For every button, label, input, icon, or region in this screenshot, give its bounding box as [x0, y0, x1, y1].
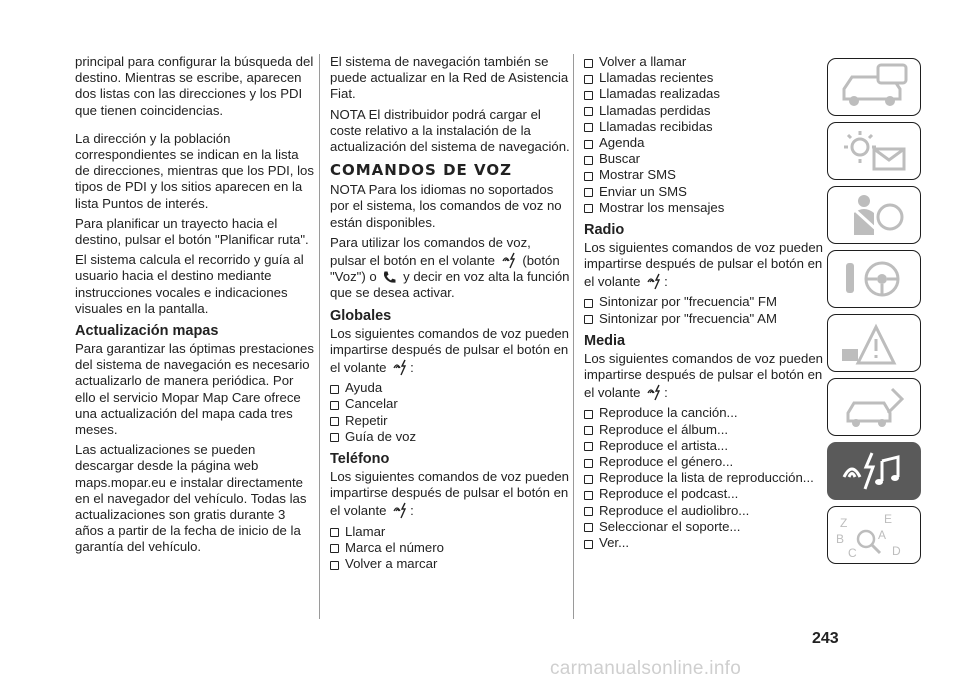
paragraph: Los siguientes comandos de voz pueden impartirse después de pulsar el botón en el volante :: [584, 350, 824, 401]
paragraph: Los siguientes comandos de voz pueden impartirse después de pulsar el botón en el volante :: [584, 239, 824, 290]
heading-map-update: Actualización mapas: [75, 323, 219, 340]
index-letter: C: [848, 546, 857, 559]
paragraph: Los siguientes comandos de voz pueden impartirse después de pulsar el botón en el volante :: [330, 469, 570, 519]
index-letter: D: [892, 544, 901, 558]
paragraph: La dirección y la población correspondientes se indican en la lista de direcciones, mientras que los PDI, los tipos de PDI y los sitios aparecen en la lista Puntos de interés.: [75, 130, 314, 211]
list-item: Volver a marcar: [330, 556, 570, 572]
list-item: Ayuda: [330, 380, 570, 396]
tab-index[interactable]: [827, 506, 921, 564]
heading-radio: Radio: [584, 221, 625, 238]
tab-lights[interactable]: [827, 122, 921, 180]
tab-maintenance[interactable]: [827, 378, 921, 436]
paragraph: Para planificar un trayecto hacia el destino, pulsar el botón "Planificar ruta".: [75, 215, 309, 248]
paragraph: El sistema calcula el recorrido y guía al usuario hacia el destino mediante instrucciones vocales e indicaciones visuales en la pantalla.: [75, 252, 304, 316]
voice-button-icon: [501, 251, 517, 269]
column-divider: [319, 54, 320, 619]
tab-multimedia[interactable]: [827, 442, 921, 500]
list-item: Volver a llamar: [584, 54, 824, 70]
checkbox-icon: [584, 188, 593, 197]
checkbox-icon: [584, 475, 593, 484]
list-item: Seleccionar el soporte...: [584, 519, 824, 535]
paragraph: Las actualizaciones se pueden descargar desde la página web maps.mopar.eu e instalar directamente en el navegador del vehículo. Todas las actualizaciones son gratis durante 3 años a partir de la fecha de inicio de la garantía del vehículo.: [75, 442, 307, 555]
list-item: Ver...: [584, 535, 824, 551]
checkbox-icon: [584, 523, 593, 532]
index-letter: Z: [840, 516, 848, 530]
checkbox-icon: [330, 385, 339, 394]
tab-starting[interactable]: [827, 250, 921, 308]
checkbox-icon: [584, 426, 593, 435]
list-item: Llamadas perdidas: [584, 103, 824, 119]
checkbox-icon: [584, 540, 593, 549]
list-item: Llamar: [330, 524, 570, 540]
paragraph: Para garantizar las óptimas prestaciones del sistema de navegación es necesario actualizarlo de manera periódica. Por ello el servicio Mopar Map Care ofrece una actualización del mapa cada tres meses.: [75, 341, 314, 438]
wrench-car-icon: [834, 383, 914, 431]
checkbox-icon: [584, 59, 593, 68]
list-item: Agenda: [584, 135, 824, 151]
paragraph: NOTA El distribuidor podrá cargar el coste relativo a la instalación de la actualización del sistema de navegación.: [330, 106, 570, 155]
list-item: Llamadas realizadas: [584, 86, 824, 102]
warning-triangle-icon: [834, 319, 914, 367]
checkbox-icon: [584, 299, 593, 308]
list-item: Reproduce el podcast...: [584, 486, 824, 502]
alphabetical-index-icon: [834, 511, 914, 559]
list-item: Sintonizar por "frecuencia" FM: [584, 294, 824, 310]
column-divider: [573, 54, 574, 619]
list-phone: [330, 524, 570, 573]
list-global: [330, 380, 570, 445]
checkbox-icon: [330, 561, 339, 570]
list-item: Reproduce el álbum...: [584, 422, 824, 438]
multimedia-icon: [834, 447, 914, 495]
list-item: Reproduce el género...: [584, 454, 824, 470]
index-letter: A: [878, 528, 887, 542]
checkbox-icon: [584, 140, 593, 149]
checkbox-icon: [584, 507, 593, 516]
index-letter: B: [836, 532, 845, 546]
voice-button-icon: [392, 358, 408, 376]
checkbox-icon: [584, 491, 593, 500]
lights-mail-icon: [834, 127, 914, 175]
paragraph: NOTA Para los idiomas no soportados por el sistema, los comandos de voz no están disponibles.: [330, 182, 562, 230]
list-item: Reproduce la canción...: [584, 405, 824, 421]
watermark: carmanualsonline.info: [550, 658, 742, 679]
list-item: Marca el número: [330, 540, 570, 556]
list-item: Reproduce la lista de reproducción...: [584, 470, 824, 486]
text-column-2: [330, 54, 570, 576]
list-item: Sintonizar por "frecuencia" AM: [584, 311, 824, 327]
checkbox-icon: [330, 417, 339, 426]
text-column-1: [75, 54, 315, 560]
list-item: Repetir: [330, 413, 570, 429]
checkbox-icon: [330, 544, 339, 553]
checkbox-icon: [330, 433, 339, 442]
paragraph: El sistema de navegación también se puede actualizar en la Red de Asistencia Fiat.: [330, 54, 569, 102]
checkbox-icon: [584, 410, 593, 419]
list-radio: [584, 294, 824, 326]
voice-button-icon: [646, 272, 662, 290]
chapter-tabs: [827, 58, 923, 570]
list-item: Reproduce el audiolibro...: [584, 503, 824, 519]
checkbox-icon: [584, 156, 593, 165]
heading-global: Globales: [330, 307, 392, 324]
tab-emergency[interactable]: [827, 314, 921, 372]
checkbox-icon: [330, 401, 339, 410]
seatbelt-airbag-icon: [834, 191, 914, 239]
car-dashboard-icon: [834, 63, 914, 111]
checkbox-icon: [584, 107, 593, 116]
tab-dashboard[interactable]: [827, 58, 921, 116]
list-item: Llamadas recientes: [584, 70, 824, 86]
text-column-3: [584, 54, 824, 555]
index-letter: E: [884, 512, 893, 526]
checkbox-icon: [584, 442, 593, 451]
heading-media: Media: [584, 332, 626, 349]
tab-safety[interactable]: [827, 186, 921, 244]
list-item: Enviar un SMS: [584, 184, 824, 200]
checkbox-icon: [584, 123, 593, 132]
checkbox-icon: [584, 204, 593, 213]
voice-button-icon: [392, 501, 408, 519]
key-steering-wheel-icon: [834, 255, 914, 303]
paragraph: principal para configurar la búsqueda del destino. Mientras se escribe, aparecen dos listas con las direcciones y los PDI que tienen coincidencias.: [75, 54, 314, 118]
list-media: [584, 405, 824, 551]
list-item: Cancelar: [330, 396, 570, 412]
page-number: 243: [812, 630, 839, 647]
checkbox-icon: [330, 528, 339, 537]
phone-icon: [382, 270, 397, 285]
list-item: Guía de voz: [330, 429, 570, 445]
heading-voice-commands: COMANDOS DE VOZ: [330, 161, 512, 180]
heading-phone: Teléfono: [330, 451, 390, 467]
checkbox-icon: [584, 459, 593, 468]
list-item: Mostrar SMS: [584, 167, 824, 183]
paragraph: Los siguientes comandos de voz pueden impartirse después de pulsar el botón en el volante :: [330, 325, 570, 376]
voice-button-icon: [646, 383, 662, 401]
paragraph-voice-usage: Para utilizar los comandos de voz, pulsar el botón en el volante (botón "Voz") o y decir en voz alta la función que se desea activar.: [330, 234, 570, 301]
list-item: Reproduce el artista...: [584, 438, 824, 454]
list-item: Buscar: [584, 151, 824, 167]
checkbox-icon: [584, 75, 593, 84]
list-phone-continued: [584, 54, 824, 216]
list-item: Mostrar los mensajes: [584, 200, 824, 216]
checkbox-icon: [584, 315, 593, 324]
checkbox-icon: [584, 91, 593, 100]
checkbox-icon: [584, 172, 593, 181]
list-item: Llamadas recibidas: [584, 119, 824, 135]
